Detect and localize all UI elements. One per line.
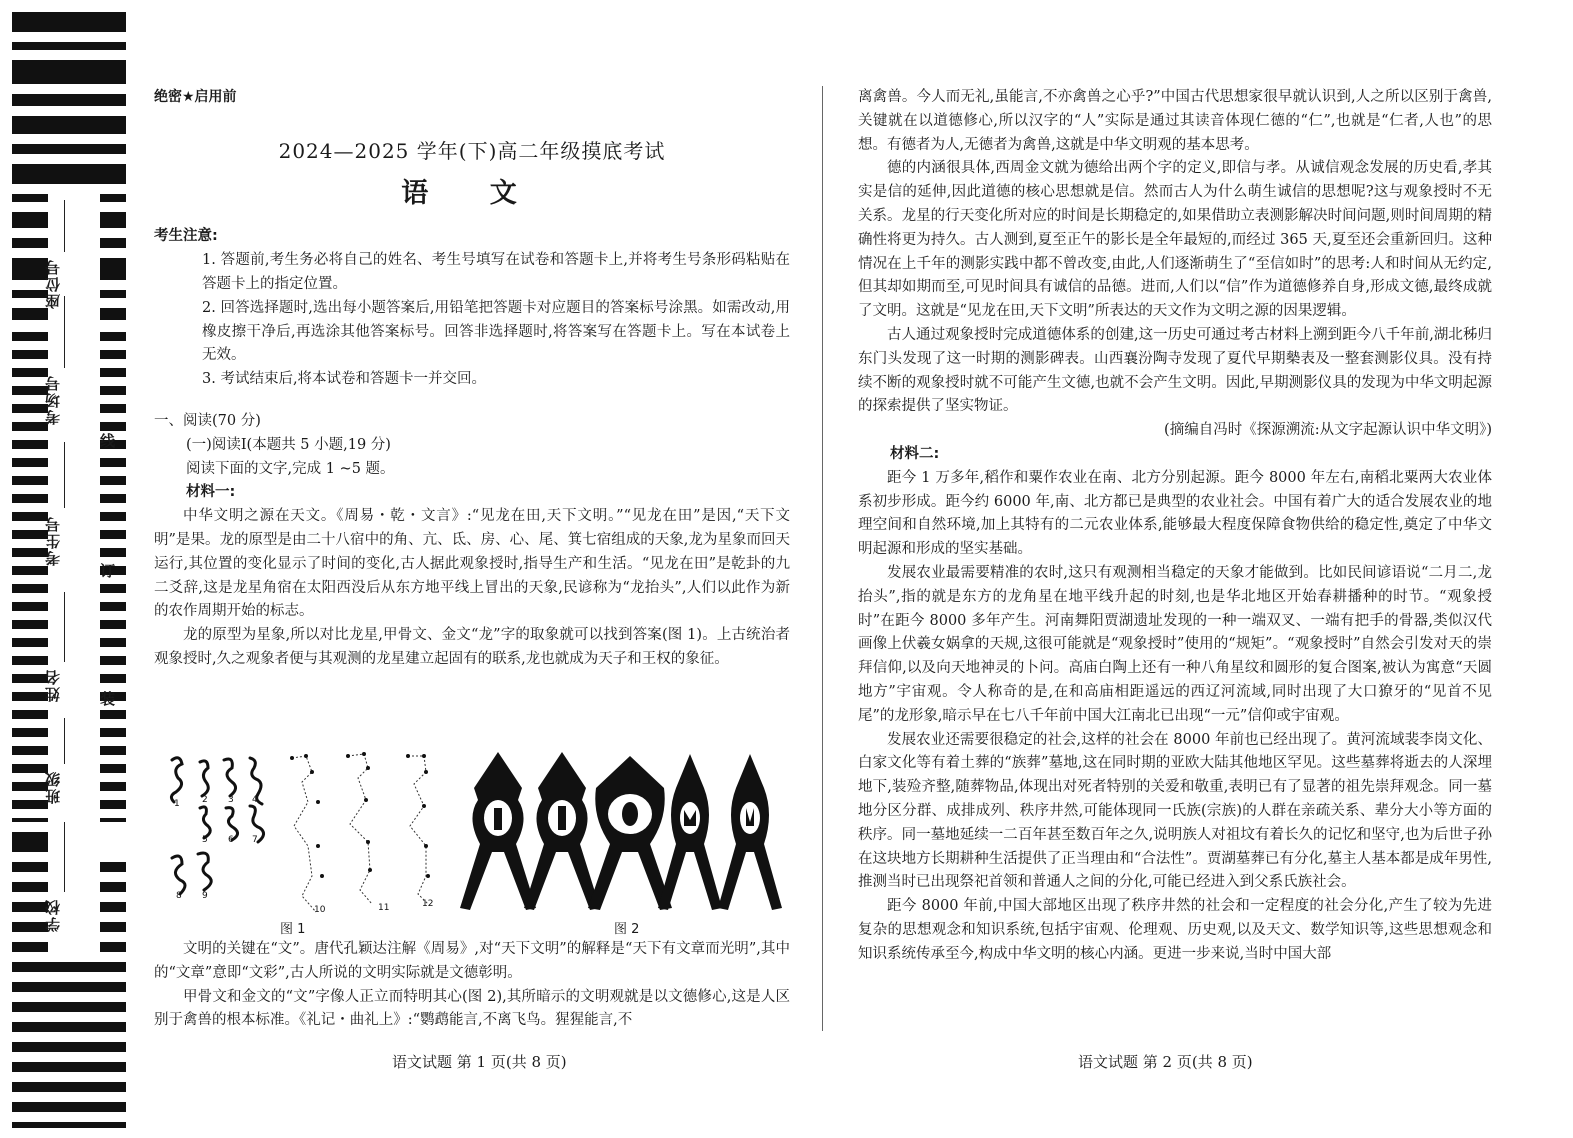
page-1-footer: 语文试题 第 1 页(共 8 页) — [392, 1053, 567, 1071]
subject-title: 语 文 — [401, 177, 543, 209]
school-label: 学校 — [44, 898, 62, 932]
paragraph: 德的内涵很具体,西周金文就为德给出两个字的定义,即信与孝。从诚信观念发展的历史看,孝其实是信的延伸,因此道德的核心思想就是信。然而古人为什么萌生诚信的思想呢?这与观象授时不无关系。龙星的行天变化所对应的时间是长期稳定的,如果借助立表测影解决时间问题,则时间周期的精确性将更为持久。古人测到,夏至正午的影长是全年最短的,而经过 365 天,夏至还会重新回归。这种情况在上千年的测影实践中都不曾改变,由此,人们逐渐萌生了“至信如时”的思考:人和时间从无约定,但其却如期而至,可见时间具有诚信的品德。进而,人们以“信”作为道德修养自身,形成文德,最终成就了文明。这就是“见龙在田,天下文明”所表达的天文作为文明之源的因果逻辑。 — [858, 160, 1492, 320]
fig1-number: 4 — [252, 795, 258, 805]
paragraph: 发展农业还需要很稳定的社会,这样的社会在 8000 年前也已经出现了。黄河流域裴李岗文化、白家文化等有着土葬的“族葬”墓地,这在同时期的亚欧大陆其他地区罕见。这些墓葬将逝去的人深埋地下,装殓齐整,随葬物品,体现出对死者特别的关爱和敬重,表明已有了显著的祖先崇拜观念。同一墓地分区分群、成排成列、秩序井然,可能体现同一氏族(宗族)的人群在亲疏关系、辈分大小等方面的秩序。同一墓地延续一二百年甚至数百年之久,说明族人对祖坟有着长久的记忆和坚守,也为后世子孙在这块地方长期耕种生活提供了正当理由和“合法性”。贾湖墓葬已有分化,墓主人基本都是成年男性,推测当时已出现祭祀首领和普通人之间的分化,可能已经进入到父系氏族社会。 — [858, 731, 1492, 891]
section-heading: 一、阅读(70 分) — [154, 412, 261, 429]
fig1-number: 11 — [378, 903, 390, 913]
fig1-number: 7 — [252, 835, 258, 845]
page-divider — [822, 86, 823, 1031]
class-label: 班级 — [44, 770, 62, 804]
name-label: 姓名 — [44, 668, 62, 702]
notice-heading: 考生注意: — [154, 228, 218, 245]
paragraph: 文明的关键在“文”。唐代孔颖达注解《周易》,对“天下文明”的解释是“天下有文章而光明”,其中的“文章”意即“文彩”,古人所说的文明实际就是文德彰明。 — [154, 941, 790, 981]
student-number-line — [64, 442, 65, 508]
fig1-number: 8 — [176, 891, 182, 901]
figure-1-caption: 图 1 — [280, 922, 306, 937]
page-2-footer: 语文试题 第 2 页(共 8 页) — [1078, 1053, 1253, 1071]
notice-item: 1. 答题前,考生务必将自己的姓名、考生号填写在试卷和答题卡上,并将考生号条形码粘贴在答题卡上的指定位置。 — [202, 252, 790, 292]
cut-mark-zhuang: 装 — [100, 690, 116, 708]
fig1-number: 9 — [202, 891, 208, 901]
left-page-bottom — [154, 938, 790, 1033]
paragraph: 距今 8000 年前,中国大部地区出现了秩序井然的社会和一定程度的社会分化,产生了较为先进复杂的思想观念和知识系统,包括宇宙观、伦理观、历史观,以及天文、数学知识等,这些思想观念和知识系统传承至今,构成中华文明的核心内涵。更进一步来说,当时中国大部 — [858, 898, 1492, 962]
fig1-number: 10 — [314, 905, 326, 915]
name-line — [64, 592, 65, 662]
paragraph: 甲骨文和金文的“文”字像人正立而特明其心(图 2),其所暗示的文明观就是以文德修心,这是人区别于禽兽的根本标准。《礼记・曲礼上》:“鹦鹉能言,不离飞鸟。猩猩能言,不 — [154, 988, 790, 1029]
left-page-top — [154, 86, 790, 672]
fig1-number: 1 — [174, 799, 180, 809]
figure-2-wen-glyphs — [460, 748, 790, 918]
cut-mark-ding: 订 — [100, 562, 116, 580]
class-line — [64, 718, 65, 764]
confidential-tag: 绝密★启用前 — [154, 89, 237, 105]
source-citation: (摘编自冯时《探源溯流:从文字起源认识中华文明》) — [1164, 422, 1492, 439]
paragraph: 龙的原型为星象,所以对比龙星,甲骨文、金文“龙”字的取象就可以找到答案(图 1)。上古统治者观象授时,久之观象者便与其观测的龙星建立起固有的联系,龙也就成为天子和王权的象征。 — [154, 627, 790, 667]
figures-area — [152, 748, 792, 938]
seat-number-line — [64, 200, 65, 252]
sub-section-heading: (一)阅读Ⅰ(本题共 5 小题,19 分) — [186, 436, 391, 453]
school-line — [64, 822, 65, 892]
fig1-number: 12 — [422, 899, 434, 909]
cut-mark-line: 线 — [100, 432, 116, 450]
material-2-heading: 材料二: — [890, 445, 940, 462]
figure-2-caption: 图 2 — [614, 922, 640, 937]
material-1-heading: 材料一: — [186, 484, 236, 501]
paragraph: 发展农业最需要精准的农时,这只有观测相当稳定的天象才能做到。比如民间谚语说“二月二,龙抬头”,指的就是东方的龙角星在地平线升起的时刻,也是华北地区开始春耕播种的时节。“观象授时”在距今 8000 多年产生。河南舞阳贾湖遗址发现的一种一端双叉、一端有把手的骨器,类似汉代画像上伏羲女娲拿的天规,这很可能就是“观象授时”使用的“规矩”。“观象授时”自然会引发对天的崇拜信仰,以及向天地神灵的卜问。高庙白陶上还有一种八角星纹和圆形的复合图案,被认为寓意“天圆地方”宇宙观。令人称奇的是,在和高庙相距遥远的西辽河流域,同时出现了大口獠牙的“见首不见尾”的龙形象,暗示早在七八千年前中国大江南北已出现“一元”信仰或宇宙观。 — [858, 564, 1492, 724]
notice-item: 2. 回答选择题时,选出每小题答案后,用铅笔把答题卡对应题目的答案标号涂黑。如需改动,用橡皮擦干净后,再选涂其他答案标号。回答非选择题时,将答案写在答题卡上。写在本试卷上无效。 — [202, 299, 790, 364]
seat-number-label: 座位号 — [44, 258, 62, 309]
paragraph: 离禽兽。今人而无礼,虽能言,不亦禽兽之心乎?”中国古代思想家很早就认识到,人之所以区别于禽兽,关键就在以道德修心,所以汉字的“人”实际是通过其读音体现仁德的“仁”,也就是“仁者,人也”的思想。有德者为人,无德者为禽兽,这就是中华文明观的基本思考。 — [858, 89, 1492, 153]
fig1-number: 3 — [228, 795, 234, 805]
fig1-number: 5 — [202, 835, 208, 845]
instruction: 阅读下面的文字,完成 1 ~5 题。 — [186, 460, 395, 477]
paragraph: 中华文明之源在天文。《周易・乾・文言》:“见龙在田,天下文明。”“见龙在田”是因,“天下文明”是果。龙的原型是由二十八宿中的角、亢、氐、房、心、尾、箕七宿组成的天象,龙为星象而回天运行,其位置的变化显示了时间的变化,古人据此观象授时,指导生产和生活。“见龙在田”是乾卦的九二爻辞,这是龙星角宿在太阳西没后从东方地平线上冒出的天象,民谚称为“龙抬头”,人们以此作为新的农作周期开始的标志。 — [154, 508, 790, 620]
paragraph: 距今 1 万多年,稻作和粟作农业在南、北方分别起源。距今 8000 年左右,南稻北粟两大农业体系初步形成。距今约 6000 年,南、北方都已是典型的农业社会。中国有着广大的适合发展农业的地理空间和自然环境,加上其特有的二元农业体系,能够最大程度保障食物供给的稳定性,奠定了中华文明起源和形成的坚实基础。 — [858, 469, 1492, 558]
fig1-number: 6 — [228, 835, 234, 845]
student-number-label: 考生号 — [44, 515, 62, 566]
exam-title: 2024—2025 学年(下)高二年级摸底考试 — [278, 138, 666, 163]
notice-item: 3. 考试结束后,将本试卷和答题卡一并交回。 — [202, 371, 487, 388]
right-page — [858, 86, 1492, 966]
exam-room-label: 考场号 — [44, 374, 62, 425]
fig1-number: 2 — [202, 795, 208, 805]
paragraph: 古人通过观象授时完成道德体系的创建,这一历史可通过考古材料上溯到距今八千年前,湖北秭归东门头发现了这一时期的测影碑表。山西襄汾陶寺发现了夏代早期槷表及一整套测影仪具。没有持续不断的观象授时就不可能产生文德,也就不会产生文明。因此,早期测影仪具的发现为中华文明起源的探索提供了坚实物证。 — [858, 326, 1492, 415]
exam-room-line — [64, 296, 65, 368]
